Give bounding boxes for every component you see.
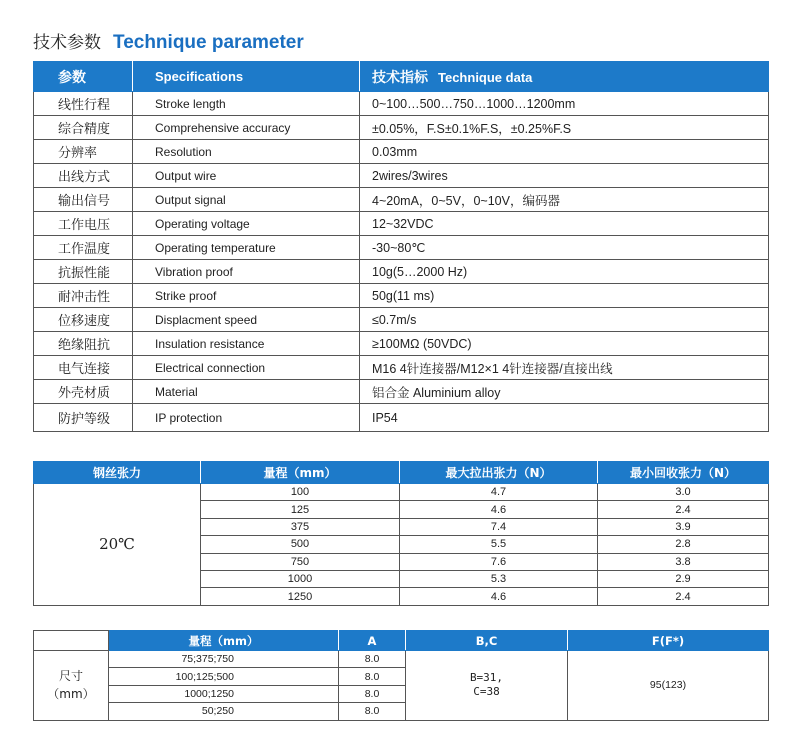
param-name-cn: 绝缘阻抗	[34, 332, 133, 356]
param-name-cn: 分辨率	[34, 140, 133, 164]
header-range: 量程（mm）	[201, 462, 400, 484]
param-name-cn: 出线方式	[34, 164, 133, 188]
spec-row	[34, 116, 769, 140]
param-value: IP54	[360, 404, 769, 432]
a-value: 8.0	[339, 685, 406, 702]
param-name-en: Stroke length	[133, 92, 360, 116]
param-name-en: Strike proof	[133, 284, 360, 308]
param-name-cn: 位移速度	[34, 308, 133, 332]
param-name-en: IP protection	[133, 404, 360, 432]
spec-row	[34, 212, 769, 236]
param-name-en: Vibration proof	[133, 260, 360, 284]
param-name-en: Displacment speed	[133, 308, 360, 332]
param-value: 铝合金 Aluminium alloy	[360, 380, 769, 404]
range-value: 75;375;750	[109, 651, 339, 668]
param-value: 0~100…500…750…1000…1200mm	[360, 92, 769, 116]
param-name-cn: 电气连接	[34, 356, 133, 380]
header-wire-tension: 钢丝张力	[34, 462, 201, 484]
param-name-en: Electrical connection	[133, 356, 360, 380]
param-value: 12~32VDC	[360, 212, 769, 236]
max-pull-value: 7.6	[400, 553, 598, 570]
param-name-cn: 综合精度	[34, 116, 133, 140]
spec-row	[34, 284, 769, 308]
header-max-pull: 最大拉出张力（N）	[400, 462, 598, 484]
param-name-cn: 防护等级	[34, 404, 133, 432]
param-name-en: Comprehensive accuracy	[133, 116, 360, 140]
header-f: F(F*)	[568, 631, 769, 651]
tension-header-row	[34, 462, 769, 484]
header-spec-en: Specifications	[133, 62, 360, 92]
a-value: 8.0	[339, 703, 406, 720]
min-retract-value: 2.4	[598, 588, 769, 605]
dimension-table	[33, 630, 769, 721]
max-pull-value: 4.6	[400, 501, 598, 518]
dimension-row	[34, 651, 769, 668]
range-value: 100	[201, 484, 400, 501]
c-value: C=38	[473, 685, 500, 699]
param-name-cn: 抗振性能	[34, 260, 133, 284]
param-value: -30~80℃	[360, 236, 769, 260]
max-pull-value: 5.3	[400, 570, 598, 587]
header-bc: B,C	[406, 631, 568, 651]
page-heading	[33, 28, 304, 54]
param-name-cn: 线性行程	[34, 92, 133, 116]
spec-row	[34, 260, 769, 284]
min-retract-value: 3.9	[598, 518, 769, 535]
spec-row	[34, 164, 769, 188]
param-name-en: Output wire	[133, 164, 360, 188]
max-pull-value: 5.5	[400, 536, 598, 553]
min-retract-value: 3.8	[598, 553, 769, 570]
param-name-cn: 外壳材质	[34, 380, 133, 404]
b-value: B=31,	[469, 671, 504, 685]
spec-row	[34, 140, 769, 164]
spec-row	[34, 332, 769, 356]
range-value: 750	[201, 553, 400, 570]
a-value: 8.0	[339, 651, 406, 668]
range-value: 1000;1250	[109, 685, 339, 702]
header-technique-data	[360, 62, 769, 92]
range-value: 375	[201, 518, 400, 535]
max-pull-value: 4.6	[400, 588, 598, 605]
param-name-en: Resolution	[133, 140, 360, 164]
param-name-cn: 工作电压	[34, 212, 133, 236]
param-value: 4~20mA，0~5V，0~10V，编码器	[360, 188, 769, 212]
range-value: 125	[201, 501, 400, 518]
temperature-label: 20℃	[34, 484, 201, 606]
a-value: 8.0	[339, 668, 406, 685]
param-name-en: Operating temperature	[133, 236, 360, 260]
header-blank	[34, 631, 109, 651]
param-value: 0.03mm	[360, 140, 769, 164]
param-name-cn: 工作温度	[34, 236, 133, 260]
param-value: ≤0.7m/s	[360, 308, 769, 332]
header-a: A	[339, 631, 406, 651]
spec-row	[34, 236, 769, 260]
range-value: 1000	[201, 570, 400, 587]
range-value: 50;250	[109, 703, 339, 720]
min-retract-value: 2.9	[598, 570, 769, 587]
spec-row	[34, 92, 769, 116]
min-retract-value: 3.0	[598, 484, 769, 501]
spec-row	[34, 356, 769, 380]
size-label	[34, 651, 109, 721]
f-value: 95(123)	[568, 651, 769, 721]
range-value: 1250	[201, 588, 400, 605]
param-name-en: Insulation resistance	[133, 332, 360, 356]
dimension-header-row	[34, 631, 769, 651]
param-value: ≥100MΩ (50VDC)	[360, 332, 769, 356]
max-pull-value: 4.7	[400, 484, 598, 501]
min-retract-value: 2.8	[598, 536, 769, 553]
tension-row	[34, 484, 769, 501]
param-value: 10g(5…2000 Hz)	[360, 260, 769, 284]
max-pull-value: 7.4	[400, 518, 598, 535]
min-retract-value: 2.4	[598, 501, 769, 518]
header-min-retract: 最小回收张力（N）	[598, 462, 769, 484]
param-value: 50g(11 ms)	[360, 284, 769, 308]
param-name-cn: 输出信号	[34, 188, 133, 212]
bc-value	[406, 651, 568, 721]
size-label-cn: 尺寸	[58, 669, 83, 684]
spec-header-row	[34, 62, 769, 92]
title-chinese: 技术参数	[33, 33, 101, 53]
spec-table	[33, 61, 769, 432]
tension-table	[33, 461, 769, 606]
header-param-cn: 参数	[34, 62, 133, 92]
param-name-cn: 耐冲击性	[34, 284, 133, 308]
header-data-en: Technique data	[438, 69, 533, 85]
param-name-en: Operating voltage	[133, 212, 360, 236]
range-value: 100;125;500	[109, 668, 339, 685]
spec-row	[34, 404, 769, 432]
param-value: M16 4针连接器/M12×1 4针连接器/直接出线	[360, 356, 769, 380]
param-name-en: Material	[133, 380, 360, 404]
header-range: 量程（mm）	[109, 631, 339, 651]
header-data-cn: 技术指标	[372, 69, 428, 86]
range-value: 500	[201, 536, 400, 553]
size-label-unit: （mm）	[47, 687, 95, 702]
param-value: ±0.05%，F.S±0.1%F.S，±0.25%F.S	[360, 116, 769, 140]
param-name-en: Output signal	[133, 188, 360, 212]
title-english: Technique parameter	[113, 32, 304, 53]
spec-row	[34, 308, 769, 332]
spec-row	[34, 188, 769, 212]
spec-row	[34, 380, 769, 404]
param-value: 2wires/3wires	[360, 164, 769, 188]
